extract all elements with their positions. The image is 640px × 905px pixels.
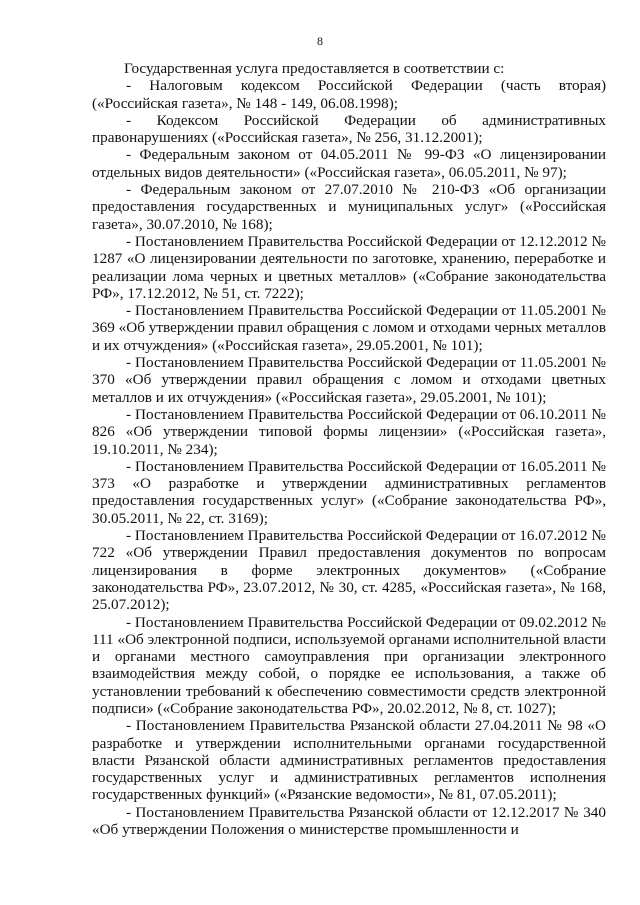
document-body bbox=[92, 60, 606, 838]
legal-basis-item: - Постановлением Правительства Российской Федерации от 11.05.2001 № 369 «Об утверждении правил обращения с ломом и отходами черных металлов и их отчуждения» («Российская газета», 29.05.2001, № 101); bbox=[92, 302, 606, 354]
legal-basis-item: - Постановлением Правительства Российской Федерации от 06.10.2011 № 826 «Об утверждении типовой формы лицензии» («Российская газета», 19.10.2011, № 234); bbox=[92, 405, 606, 458]
legal-basis-item: - Налоговым кодексом Российской Федерации (часть вторая) («Российская газета», № 148 - 149, 06.08.1998); bbox=[92, 77, 606, 112]
legal-basis-item: - Постановлением Правительства Российской Федерации от 11.05.2001 № 370 «Об утверждении правил обращения с ломом и отходами цветных металлов и их отчуждения» («Российская газета», 29.05.2001, № 101); bbox=[92, 354, 606, 406]
legal-basis-item: - Постановлением Правительства Российской Федерации от 09.02.2012 № 111 «Об электронной подписи, используемой органами исполнительной власти и органами местного самоуправления при организации электронного взаимодействия между собой, о порядке ее использования, а также об установлении требований к обеспечению совместимости средств электронной подписи» («Собрание законодательства РФ», 20.02.2012, № 8, ст. 1027); bbox=[92, 613, 606, 717]
legal-basis-item: - Постановлением Правительства Российской Федерации от 16.05.2011 № 373 «О разработке и утверждении административных регламентов предоставления государственных услуг» («Собрание законодательства РФ», 30.05.2011, № 22, ст. 3169); bbox=[92, 457, 606, 527]
legal-basis-item: - Постановлением Правительства Рязанской области от 12.12.2017 № 340 «Об утверждении Положения о министерстве промышленности и bbox=[92, 803, 606, 839]
legal-basis-item: - Постановлением Правительства Рязанской области 27.04.2011 № 98 «О разработке и утверждении исполнительными органами государственной власти Рязанской области административных регламентов предоставления государственных услуг и административных регламентов исполнения государственных функций» («Рязанские ведомости», № 81, 07.05.2011); bbox=[92, 717, 606, 804]
legal-basis-item: - Федеральным законом от 04.05.2011 № 99-ФЗ «О лицензировании отдельных видов деятельности» («Российская газета», 06.05.2011, № 97); bbox=[92, 146, 606, 181]
legal-basis-item: - Постановлением Правительства Российской Федерации от 16.07.2012 № 722 «Об утверждении Правил предоставления документов по вопросам лицензирования в форме электронных документов» («Собрание законодательства РФ», 23.07.2012, № 30, ст. 4285, «Российская газета», № 168, 25.07.2012); bbox=[92, 527, 606, 614]
legal-basis-item: - Кодексом Российской Федерации об административных правонарушениях («Российская газета», № 256, 31.12.2001); bbox=[92, 111, 606, 147]
legal-basis-item: - Федеральным законом от 27.07.2010 № 210-ФЗ «Об организации предоставления государственных и муниципальных услуг» («Российская газета», 30.07.2010, № 168); bbox=[92, 181, 606, 233]
legal-basis-item: - Постановлением Правительства Российской Федерации от 12.12.2012 № 1287 «О лицензировании деятельности по заготовке, хранению, переработке и реализации лома черных и цветных металлов» («Собрание законодательства РФ», 17.12.2012, № 51, ст. 7222); bbox=[92, 232, 606, 302]
page-number: 8 bbox=[317, 34, 323, 48]
intro-paragraph: Государственная услуга предоставляется в соответствии с: bbox=[124, 60, 505, 77]
